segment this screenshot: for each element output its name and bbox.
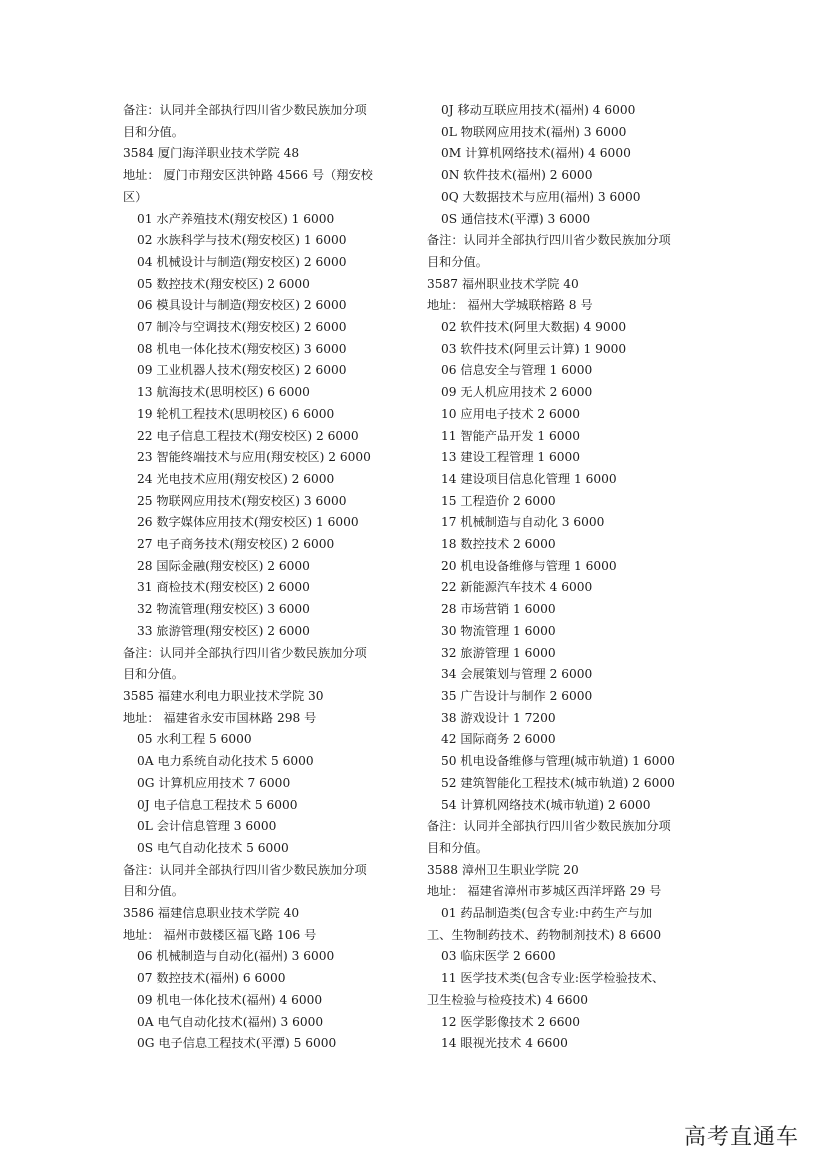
major-item: 52 建筑智能化工程技术(城市轨道) 2 6000	[441, 775, 675, 790]
right-column	[427, 100, 717, 1055]
major-item: 26 数字媒体应用技术(翔安校区) 1 6000	[137, 515, 359, 530]
major-item: 02 水族科学与技术(翔安校区) 1 6000	[137, 233, 347, 248]
school-address: 地址： 福州大学城联榕路 8 号	[427, 298, 593, 313]
major-item: 25 物联网应用技术(翔安校区) 3 6000	[137, 493, 347, 508]
watermark-text: 高考直通车	[683, 1125, 799, 1150]
remark-note: 目和分值。	[123, 124, 184, 139]
major-item: 32 物流管理(翔安校区) 3 6000	[137, 602, 310, 617]
major-item: 04 机械设计与制造(翔安校区) 2 6000	[137, 254, 347, 269]
school-heading: 3585 福建水利电力职业技术学院 30	[123, 688, 324, 703]
remark-note: 目和分值。	[427, 254, 488, 269]
major-item: 0M 计算机网络技术(福州) 4 6000	[441, 146, 631, 161]
remark-note: 备注：认同并全部执行四川省少数民族加分项	[123, 645, 367, 660]
major-item: 07 制冷与空调技术(翔安校区) 2 6000	[137, 320, 347, 335]
school-heading: 3587 福州职业技术学院 40	[427, 276, 579, 291]
major-item: 05 数控技术(翔安校区) 2 6000	[137, 276, 310, 291]
major-item: 12 医学影像技术 2 6600	[441, 1014, 581, 1029]
major-item: 06 信息安全与管理 1 6000	[441, 363, 593, 378]
major-item: 22 电子信息工程技术(翔安校区) 2 6000	[137, 428, 359, 443]
major-item: 01 水产养殖技术(翔安校区) 1 6000	[137, 211, 335, 226]
major-item: 03 临床医学 2 6600	[441, 949, 556, 964]
school-address: 地址： 福建省漳州市芗城区西洋坪路 29 号	[427, 884, 662, 899]
major-item: 20 机电设备维修与管理 1 6000	[441, 558, 617, 573]
major-item: 05 水利工程 5 6000	[137, 732, 252, 747]
school-address: 地址： 厦门市翔安区洪钟路 4566 号（翔安校	[123, 168, 373, 183]
major-item: 11 医学技术类(包含专业:医学检验技术、	[441, 971, 665, 986]
major-item: 32 旅游管理 1 6000	[441, 645, 556, 660]
remark-note: 目和分值。	[123, 667, 184, 682]
major-item: 0S 通信技术(平潭) 3 6000	[441, 211, 591, 226]
major-item: 10 应用电子技术 2 6000	[441, 406, 581, 421]
major-item: 13 航海技术(思明校区) 6 6000	[137, 385, 310, 400]
major-item: 19 轮机工程技术(思明校区) 6 6000	[137, 406, 335, 421]
major-item: 50 机电设备维修与管理(城市轨道) 1 6000	[441, 754, 675, 769]
remark-note: 备注：认同并全部执行四川省少数民族加分项	[123, 103, 367, 117]
major-item: 17 机械制造与自动化 3 6000	[441, 515, 605, 530]
major-item: 03 软件技术(阿里云计算) 1 9000	[441, 341, 627, 356]
remark-note: 备注：认同并全部执行四川省少数民族加分项	[123, 862, 367, 877]
major-item: 13 建设工程管理 1 6000	[441, 450, 581, 465]
major-item: 0S 电气自动化技术 5 6000	[137, 840, 289, 855]
major-item: 0J 移动互联应用技术(福州) 4 6000	[441, 103, 636, 117]
major-item: 14 眼视光技术 4 6600	[441, 1036, 568, 1051]
remark-note: 目和分值。	[123, 884, 184, 899]
major-item: 42 国际商务 2 6000	[441, 732, 556, 747]
major-item: 28 国际金融(翔安校区) 2 6000	[137, 558, 310, 573]
remark-note: 备注：认同并全部执行四川省少数民族加分项	[427, 819, 671, 834]
major-item: 01 药品制造类(包含专业:中药生产与加	[441, 906, 653, 921]
major-item: 11 智能产品开发 1 6000	[441, 428, 581, 443]
major-item: 0A 电气自动化技术(福州) 3 6000	[137, 1014, 324, 1029]
school-address: 地址： 福州市鼓楼区福飞路 106 号	[123, 927, 317, 942]
remark-note: 目和分值。	[427, 840, 488, 855]
major-item: 33 旅游管理(翔安校区) 2 6000	[137, 623, 310, 638]
left-column	[123, 100, 408, 1055]
major-item: 23 智能终端技术与应用(翔安校区) 2 6000	[137, 450, 371, 465]
major-item: 15 工程造价 2 6000	[441, 493, 556, 508]
major-item: 02 软件技术(阿里大数据) 4 9000	[441, 320, 627, 335]
major-item: 24 光电技术应用(翔安校区) 2 6000	[137, 471, 335, 486]
major-item: 18 数控技术 2 6000	[441, 537, 556, 552]
major-item: 06 模具设计与制造(翔安校区) 2 6000	[137, 298, 347, 313]
major-item: 0A 电力系统自动化技术 5 6000	[137, 754, 314, 769]
major-item: 0G 计算机应用技术 7 6000	[137, 775, 291, 790]
school-heading: 3586 福建信息职业技术学院 40	[123, 906, 300, 921]
major-item: 0L 物联网应用技术(福州) 3 6000	[441, 124, 627, 139]
major-item: 38 游戏设计 1 7200	[441, 710, 556, 725]
major-item: 31 商检技术(翔安校区) 2 6000	[137, 580, 310, 595]
major-item: 06 机械制造与自动化(福州) 3 6000	[137, 949, 335, 964]
remark-note: 备注：认同并全部执行四川省少数民族加分项	[427, 233, 671, 248]
major-item: 09 工业机器人技术(翔安校区) 2 6000	[137, 363, 347, 378]
major-item: 09 机电一体化技术(福州) 4 6000	[137, 992, 323, 1007]
school-heading: 3584 厦门海洋职业技术学院 48	[123, 146, 300, 161]
major-item-continued: 工、生物制药技术、药物制剂技术) 8 6600	[427, 927, 662, 942]
major-item: 0N 软件技术(福州) 2 6000	[441, 168, 593, 183]
major-item: 0J 电子信息工程技术 5 6000	[137, 797, 298, 812]
school-address: 地址： 福建省永安市国林路 298 号	[123, 710, 317, 725]
major-item: 35 广告设计与制作 2 6000	[441, 688, 593, 703]
major-item: 0L 会计信息管理 3 6000	[137, 819, 277, 834]
school-address: 区）	[123, 189, 148, 204]
major-item: 34 会展策划与管理 2 6000	[441, 667, 593, 682]
major-item: 0Q 大数据技术与应用(福州) 3 6000	[441, 189, 641, 204]
major-item: 08 机电一体化技术(翔安校区) 3 6000	[137, 341, 347, 356]
major-item: 22 新能源汽车技术 4 6000	[441, 580, 593, 595]
major-item: 27 电子商务技术(翔安校区) 2 6000	[137, 537, 335, 552]
major-item: 14 建设项目信息化管理 1 6000	[441, 471, 617, 486]
major-item: 0G 电子信息工程技术(平潭) 5 6000	[137, 1036, 337, 1051]
major-item: 28 市场营销 1 6000	[441, 602, 556, 617]
major-item: 54 计算机网络技术(城市轨道) 2 6000	[441, 797, 651, 812]
major-item: 07 数控技术(福州) 6 6000	[137, 971, 286, 986]
major-item-continued: 卫生检验与检疫技术) 4 6600	[427, 992, 588, 1007]
major-item: 09 无人机应用技术 2 6000	[441, 385, 593, 400]
school-heading: 3588 漳州卫生职业学院 20	[427, 862, 579, 877]
major-item: 30 物流管理 1 6000	[441, 623, 556, 638]
